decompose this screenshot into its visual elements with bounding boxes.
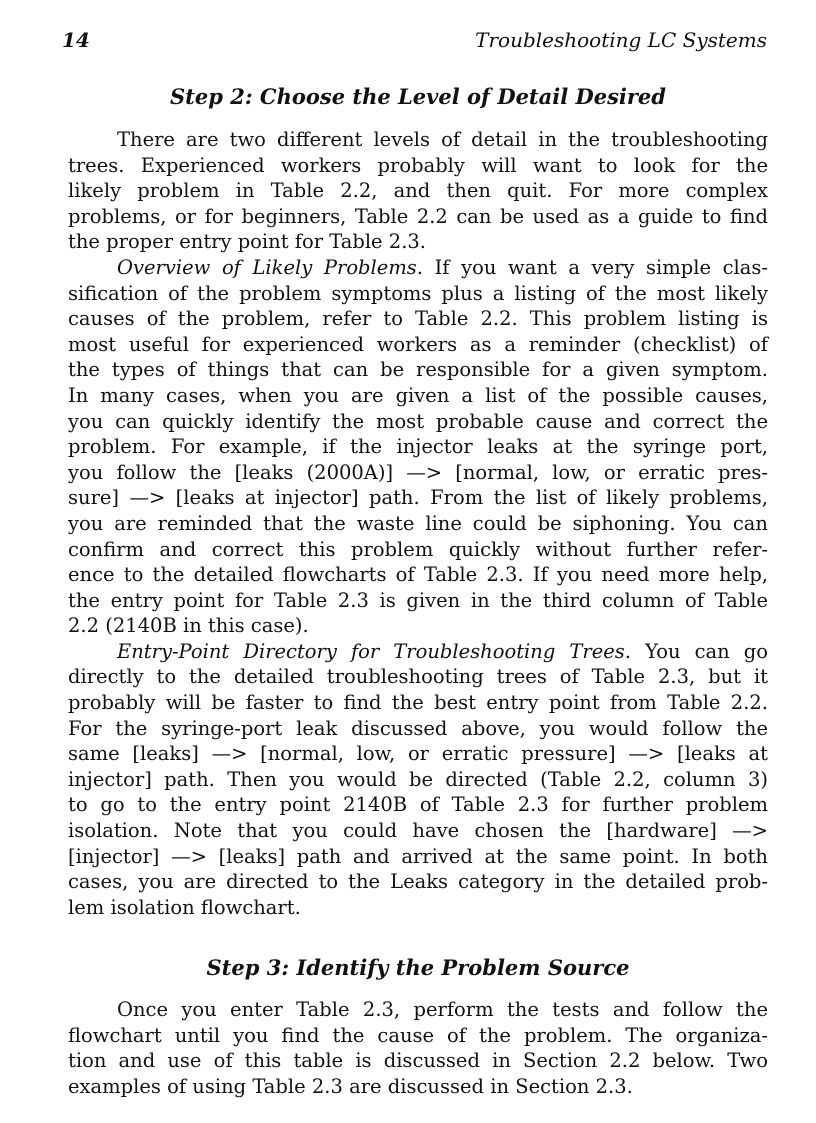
text-line <box>68 127 768 153</box>
text-line <box>68 281 768 307</box>
line-text: 2.2 (2140B in this case). <box>68 614 309 638</box>
text-line <box>68 383 768 409</box>
line-text: the proper entry point for Table 2.3. <box>68 230 427 254</box>
text-line <box>68 639 768 665</box>
text-line <box>68 178 768 204</box>
line-text: isolation. Note that you could have chosen the [hardware] —> <box>68 819 768 843</box>
text-line <box>68 818 768 844</box>
line-text: lem isolation flowchart. <box>68 895 301 919</box>
text-line <box>68 792 768 818</box>
text-line <box>68 562 768 588</box>
text-line <box>68 1074 768 1100</box>
running-title: Troubleshooting LC Systems <box>475 28 767 52</box>
line-text: ence to the detailed flowcharts of Table 2.3. If you need more help, <box>68 563 768 587</box>
text-line <box>68 229 768 255</box>
line-text: same [leaks] —> [normal, low, or erratic pressure] —> [leaks at <box>68 742 768 766</box>
line-text: For the syringe-port leak discussed above, you would follow the <box>68 716 768 740</box>
text-line <box>68 434 768 460</box>
line-text: problem. For example, if the injector leaks at the syringe port, <box>68 435 768 459</box>
line-text: There are two different levels of detail in the troubleshooting <box>117 128 768 151</box>
line-text: problems, or for beginners, Table 2.2 can be used as a guide to find <box>68 204 768 228</box>
text-line <box>68 716 768 742</box>
line-text: injector] path. Then you would be directed (Table 2.2, column 3) <box>68 767 768 791</box>
text-line <box>68 1048 768 1074</box>
text-line <box>68 844 768 870</box>
line-text: [injector] —> [leaks] path and arrived at the same point. In both <box>68 844 768 868</box>
text-line <box>68 332 768 358</box>
line-text: the types of things that can be responsible for a given symptom. <box>68 358 768 382</box>
step-2-body <box>68 127 768 920</box>
line-text: In many cases, when you are given a list of the possible causes, <box>68 383 768 407</box>
line-text: most useful for experienced workers as a reminder (checklist) of <box>68 332 768 356</box>
line-text: sure] —> [leaks at injector] path. From the list of likely problems, <box>68 486 768 510</box>
text-line <box>68 511 768 537</box>
step-3-body <box>68 997 768 1099</box>
section-heading-step-2: Step 2: Choose the Level of Detail Desired <box>170 84 666 109</box>
text-line <box>68 153 768 179</box>
text-line <box>68 485 768 511</box>
section-heading-step-3: Step 3: Identify the Problem Source <box>206 955 630 980</box>
text-line <box>68 869 768 895</box>
line-text: directly to the detailed troubleshooting trees of Table 2.3, but it <box>68 665 768 689</box>
line-text: trees. Experienced workers probably will want to look for the <box>68 153 768 177</box>
text-line <box>68 357 768 383</box>
italic-run-in-heading: Overview of Likely Problems. <box>117 255 424 279</box>
line-text: likely problem in Table 2.2, and then quit. For more complex <box>68 179 768 203</box>
line-text: examples of using Table 2.3 are discussed in Section 2.3. <box>68 1074 633 1098</box>
text-line <box>68 767 768 793</box>
text-line <box>68 690 768 716</box>
line-text: sification of the problem symptoms plus a listing of the most likely <box>68 281 768 305</box>
line-text: cases, you are directed to the Leaks category in the detailed prob- <box>68 870 768 894</box>
line-text: you are reminded that the waste line could be siphoning. You can <box>68 511 768 535</box>
line-text: the entry point for Table 2.3 is given in the third column of Table <box>68 588 768 612</box>
line-text: causes of the problem, refer to Table 2.2. This problem listing is <box>68 307 768 331</box>
line-text: you follow the [leaks (2000A)] —> [normal, low, or erratic pres- <box>68 460 768 484</box>
text-line <box>68 895 768 921</box>
text-line <box>68 613 768 639</box>
text-line <box>68 409 768 435</box>
text-line <box>68 537 768 563</box>
text-line <box>68 255 768 281</box>
line-text: Once you enter Table 2.3, perform the tests and follow the <box>117 998 768 1021</box>
text-line <box>68 1023 768 1049</box>
line-text: You can go <box>631 639 769 663</box>
text-line <box>68 306 768 332</box>
line-text: If you want a very simple clas- <box>423 255 768 279</box>
line-text: you can quickly identify the most probable cause and correct the <box>68 409 768 433</box>
page-number: 14 <box>62 28 90 52</box>
line-text: confirm and correct this problem quickly without further refer- <box>68 537 768 561</box>
text-line <box>68 997 768 1023</box>
text-line <box>68 741 768 767</box>
italic-run-in-heading: Entry-Point Directory for Troubleshooting Trees. <box>117 639 632 663</box>
line-text: flowchart until you find the cause of the problem. The organiza- <box>68 1023 768 1047</box>
text-line <box>68 588 768 614</box>
text-line <box>68 664 768 690</box>
text-line <box>68 460 768 486</box>
line-text: to go to the entry point 2140B of Table 2.3 for further problem <box>68 793 768 817</box>
line-text: probably will be faster to find the best entry point from Table 2.2. <box>68 691 768 715</box>
text-line <box>68 204 768 230</box>
line-text: tion and use of this table is discussed in Section 2.2 below. Two <box>68 1049 768 1073</box>
